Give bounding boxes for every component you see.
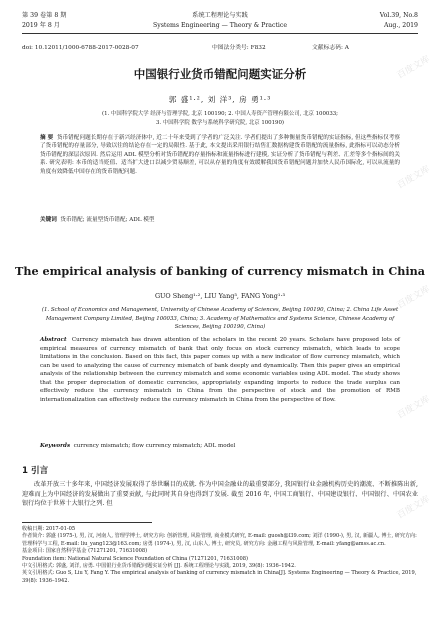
keywords-en-label: Keywords: [40, 443, 71, 449]
volume-en: Vol.39, No.8: [379, 12, 418, 19]
footnote-fund-en: Foundation item: National Natural Science Foundation of China (71271201, 71631008): [22, 555, 248, 562]
authors-cn: 郭 盛¹·², 刘 洋³, 房 勇¹·³: [168, 95, 272, 104]
keywords-cn-text: 货币错配; 流量型货币错配; ADL 模型: [60, 217, 155, 223]
title-cn: 中国银行业货币错配问题实证分析: [133, 67, 307, 81]
watermark: 百度文库: [395, 164, 432, 192]
keywords-cn-label: 关键词: [40, 217, 57, 223]
footnote-rule: [22, 522, 152, 523]
clc-number: 中图法分类号: F832: [212, 45, 266, 51]
date-cn: 2019 年 8 月: [22, 22, 60, 29]
affiliation-cn: [40, 110, 400, 127]
abstract-en-text: Currency mismatch has drawn attention of the scholars in the recent 20 years. Scholars have proposed lots of empirical measures of currency mismatch of bank that only focus on stock currency mismatch, which leads to scope limitations in the conclusion. Based on this fact, this paper comes up with a new indicator of flow currency mismatch, which can be used to analyzing the cause of currency mismatch of bank deeply and dynamically. Then this paper gives an empirical analysis of the relationship between the currency mismatch and some economic variables using ADL model. The study shows that the proper depreciation of domestic currencies, appropriately expanding imports to reduce the trade surplus can effectively reduce the currency mismatch in China from the perspective of stock and the promotion of RMB internationalization can effectively reduce the currency mismatch in China from the perspective of flow.: [40, 337, 400, 403]
footnote-citation-cn: 中文引用格式: 郭盛, 刘洋, 房勇. 中国银行业货币错配问题实证分析 [J]. 系统工程理论与实践, 2019, 39(8): 1936–1942.: [22, 563, 296, 570]
affiliation-cn-line-2: 3. 中国科学院 数学与系统科学研究院, 北京 100190): [155, 119, 285, 126]
header-rule: [22, 33, 418, 34]
footnote-received: 收稿日期: 2017-01-05: [22, 526, 76, 532]
footnote-author-bio: 作者简介: 郭盛 (1975-), 男, 汉, 河南人, 管理学博士, 研究方向: 创新管理, 风险管理, 商业模式研究, E-mail: guosh@l39.com; 刘洋 (1990-), 男, 汉, 新疆人, 博士, 研究方向: 管理科学与工程, E-mail: liu_yang123@163.com; 房勇 (1974-), 男, 汉, 山东人, 博士, 研究员, 研究方向: 金融工程与风险管理, E-mail: yfang@amss.ac.cn.: [22, 533, 417, 547]
volume-cn: 第 39 卷第 8 期: [22, 12, 67, 19]
journal-name-cn: 系统工程理论与实践: [192, 12, 248, 19]
journal-name-en: Systems Engineering — Theory & Practice: [152, 22, 288, 29]
footnote-citation-en: 英文引用格式: Guo S, Liu Y, Fang Y. The empirical analysis of banking of currency mismatch in China[J]. Systems Engineering — Theory & Practice, 2019, 39(8): 1936–1942.: [22, 570, 417, 584]
document-code: 文献标志码: A: [312, 45, 349, 51]
footnotes: [22, 526, 418, 585]
watermark: 百度文库: [395, 394, 432, 422]
doi: doi: 10.12011/1000-6788-2017-0028-07: [22, 45, 139, 51]
footnote-fund: 基金项目: 国家自然科学基金 (71271201, 71631008): [22, 548, 148, 555]
abstract-en-label: Abstract: [40, 337, 67, 343]
affiliation-cn-line-1: (1. 中国科学院大学 经济与管理学院, 北京 100190; 2. 中国人寿资产管理有限公司, 北京 100033;: [101, 111, 339, 117]
section-heading: 1 引言: [22, 466, 49, 476]
abstract-en: [40, 336, 400, 404]
watermark: 百度文库: [395, 494, 432, 522]
date-en: Aug., 2019: [383, 22, 418, 29]
body-paragraph: 改革开放三十多年来, 中国经济发展取得了举世瞩目的成就. 作为中国金融业的最重要部分, 我国银行业金融机构历史的潮流、不断推陈出新, 迎难而上为中国经济的发展做出了重要贡献, 与此同时其自身也得到了发展. 截至 2016 年, 中国工商银行、中国建设银行、中国银行、中国农业银行均位于世界十大银行之列. 但: [22, 481, 418, 508]
watermark: 百度文库: [395, 54, 432, 82]
authors-en: GUO Sheng¹·², LIU Yang³, FANG Yong¹·³: [154, 292, 286, 300]
abstract-cn-text: 货币错配问题长期存在于新兴经济体中, 近二十年来受到了学者的广泛关注. 学者们提出了多种衡量货币错配的实证指标, 但这些指标仅考察了货币错配的存量部分, 导致以往的结论存在一定的局限性. 基于此, 本文提出采用银行结售汇数据构建货币错配的流量指标, 此指标可以动态分析货币错配的深层次原因. 然后运用 ADL 模型分析对货币错配的存量指标和流量指标进行建模, 实证分析了货币错配与利差、汇差等多个指标间的关系. 研究表明: 本币的适当贬值、适当扩大进口以减少贸易顺差, 可以从存量的角度有效缓解我国货币错配问题并加快人民币国际化, 可以从流量的角度有效降低中国存在的货币错配问题.: [40, 135, 401, 175]
title-en: The empirical analysis of banking of currency mismatch in China: [15, 264, 425, 278]
watermark: 百度文库: [395, 284, 432, 312]
keywords-en-text: currency mismatch; flow currency mismatch; ADL model: [73, 443, 236, 449]
keywords-en: [40, 442, 400, 450]
keywords-cn: [40, 216, 400, 224]
abstract-cn-label: 摘 要: [40, 135, 54, 141]
affiliation-en: (1. School of Economics and Management, University of Chinese Academy of Sciences, Beijing 100190, China; 2. China Life Asset Management Company Limited, Beijing 100033, China; 3. Academy of Mathematics and Systems Science, Chinese Academy of Sciences, Beijing 100190, China): [41, 307, 399, 330]
abstract-cn: [40, 134, 400, 176]
